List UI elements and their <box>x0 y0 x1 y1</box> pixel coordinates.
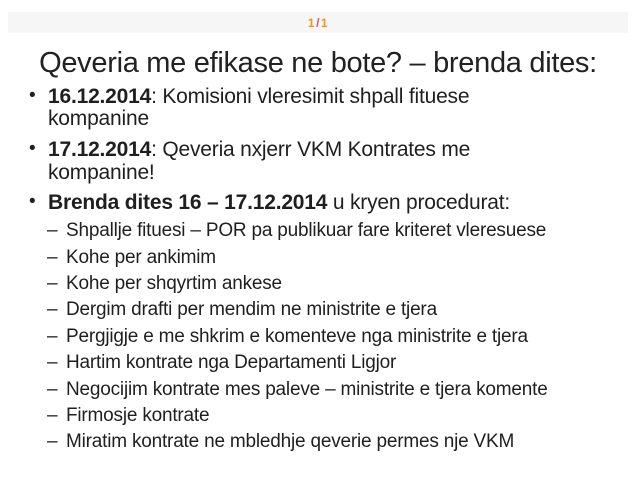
sub-bullet-text: Negocijim kontrate mes paleve – ministrite e tjera komente <box>66 378 548 400</box>
bullet-rest: : Qeveria nxjerr VKM Kontrates me kompanine! <box>48 138 471 184</box>
bullet-marker: • <box>29 138 36 160</box>
sub-bullet-item <box>47 403 626 429</box>
page-separator: / <box>316 15 320 30</box>
page-current: 1 <box>307 15 316 30</box>
sub-bullet-text: Kohe per shqyrtim ankese <box>66 272 282 294</box>
dash-marker: – <box>47 352 58 374</box>
slide-title: Qeveria me efikase ne bote? – brenda dites: <box>39 47 597 79</box>
dash-marker: – <box>47 325 58 347</box>
dash-marker: – <box>47 272 58 294</box>
bullet-item <box>20 86 626 131</box>
sub-bullet-text: Hartim kontrate nga Departamenti Ligjor <box>66 352 397 374</box>
sub-bullet-text: Dergim drafti per mendim ne ministrite e tjera <box>66 299 437 321</box>
dash-marker: – <box>47 405 58 426</box>
page-total: 1 <box>320 15 329 30</box>
dash-marker: – <box>47 299 58 321</box>
sub-bullet-item <box>47 297 626 323</box>
bullet-rest: : Komisioni vleresimit shpall fituese kompanine <box>48 84 470 131</box>
sub-bullet-text: Pergjigje e me shkrim e komenteve nga ministrite e tjera <box>66 325 528 347</box>
bullet-item <box>20 192 626 215</box>
page-indicator <box>308 16 328 30</box>
bullet-text <box>48 86 518 131</box>
sub-bullet-item <box>47 324 626 350</box>
bullet-marker: • <box>29 84 36 106</box>
bullet-list <box>10 86 626 215</box>
bullet-text <box>48 139 518 184</box>
bullet-marker: • <box>29 191 36 213</box>
bullet-text <box>48 191 510 214</box>
bullet-item <box>20 139 626 184</box>
sub-bullet-item <box>47 377 626 403</box>
slide <box>0 46 636 456</box>
dash-marker: – <box>47 378 58 400</box>
bullet-rest: u kryen procedurat: <box>327 191 511 215</box>
sub-bullet-text: Kohe per ankimim <box>66 246 216 268</box>
dash-marker: – <box>47 246 58 268</box>
sub-bullet-list <box>10 218 626 456</box>
slide-viewer <box>0 12 636 503</box>
sub-bullet-item <box>47 218 626 244</box>
sub-bullet-text: Miratim kontrate ne mbledhje qeverie permes nje VKM <box>66 431 515 453</box>
sub-bullet-text: Firmosje kontrate <box>66 405 210 426</box>
bullet-date: 16.12.2014 <box>48 84 152 108</box>
bullet-date-range: Brenda dites 16 – 17.12.2014 <box>48 191 328 215</box>
sub-bullet-item <box>47 350 626 376</box>
sub-bullet-item <box>47 271 626 297</box>
bullet-date: 17.12.2014 <box>48 138 152 162</box>
sub-bullet-item <box>47 429 626 455</box>
dash-marker: – <box>47 431 58 453</box>
sub-bullet-text: Shpallje fituesi – POR pa publikuar fare kriteret vleresuese <box>66 220 547 242</box>
sub-bullet-item <box>47 245 626 271</box>
dash-marker: – <box>47 220 58 242</box>
header-bar <box>8 12 628 33</box>
